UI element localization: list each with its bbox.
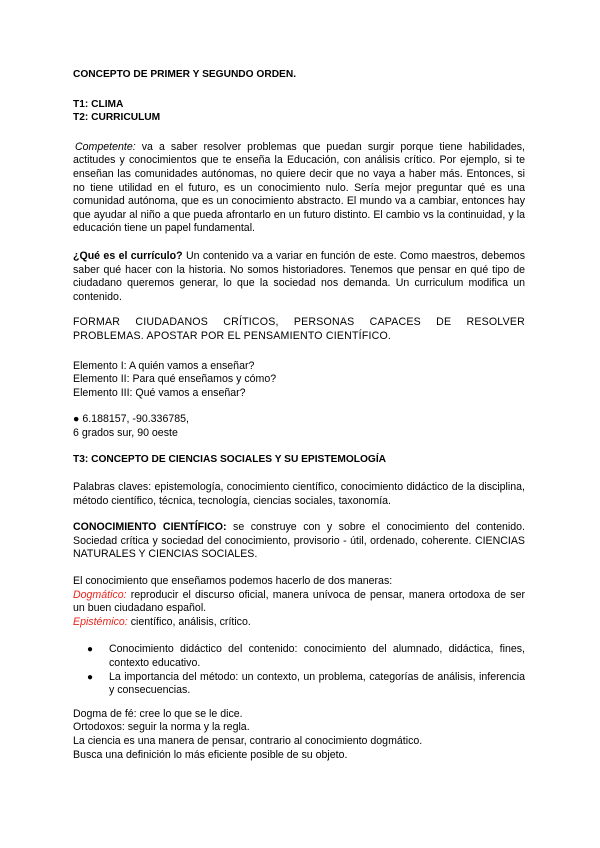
- t3-heading: T3: CONCEPTO DE CIENCIAS SOCIALES Y SU EPISTEMOLOGÍA: [73, 454, 387, 466]
- bullet-icon: ●: [87, 644, 94, 656]
- closing-line-2: Ortodoxos: seguir la norma y la regla.: [73, 721, 250, 734]
- keywords-paragraph: Palabras claves: epistemología, conocimiento científico, conocimiento didáctico de la disciplina, método científico, técnica, tecnología, ciencias sociales, taxonomía.: [73, 481, 525, 507]
- conocimiento-text: se construye con y sobre el conocimiento del contenido. Sociedad crítica y sociedad del conocimiento, provisorio - útil, ordenado, coherente. CIENCIAS NATURALES Y CIENCIAS SOCIALES.: [73, 521, 525, 561]
- coordinates-block: [73, 413, 525, 440]
- closing-line-4: Busca una definición lo más eficiente posible de su objeto.: [73, 748, 348, 761]
- epistemico-text: científico, análisis, crítico.: [127, 615, 251, 628]
- document-page: [73, 68, 525, 762]
- topic-t2: T2: CURRICULUM: [73, 112, 161, 124]
- maneras-block: [73, 575, 525, 629]
- maneras-intro: El conocimiento que enseñamos podemos hacerlo de dos maneras:: [73, 575, 393, 588]
- elemento-1: Elemento I: A quién vamos a enseñar?: [73, 359, 255, 372]
- topic-list: [73, 98, 525, 125]
- competente-paragraph: [73, 141, 525, 236]
- bullet-icon: ●: [87, 671, 94, 683]
- dogmatico-term: Dogmático:: [73, 588, 127, 601]
- elemento-2: Elemento II: Para qué enseñamos y cómo?: [73, 373, 277, 386]
- epistemico-term: Epistémico:: [73, 615, 128, 628]
- closing-line-1: Dogma de fé: cree lo que se le dice.: [73, 707, 243, 720]
- curriculo-question: ¿Qué es el currículo?: [73, 249, 183, 262]
- topic-t1: T1: CLIMA: [73, 98, 124, 110]
- list-item: [87, 671, 525, 698]
- closing-block: [73, 708, 525, 762]
- curriculo-paragraph: [73, 250, 525, 304]
- conocimiento-term: CONOCIMIENTO CIENTÍFICO:: [73, 521, 227, 534]
- conocimiento-paragraph: [73, 521, 525, 562]
- bullet-list: [73, 643, 525, 697]
- dogmatico-text: reproducir el discurso oficial, manera unívoca de pensar, manera ortodoxa de ser un buen ciudadano español.: [73, 588, 525, 615]
- bullet-text-1: Conocimiento didáctico del contenido: conocimiento del alumnado, didáctica, fines, contexto educativo.: [109, 643, 525, 669]
- document-title: CONCEPTO DE PRIMER Y SEGUNDO ORDEN.: [73, 69, 297, 80]
- dogmatico-paragraph: [73, 589, 525, 616]
- bullet-text-2: La importancia del método: un contexto, un problema, categorías de análisis, inferencia y consecuencias.: [109, 670, 525, 697]
- closing-line-3: La ciencia es una manera de pensar, contrario al conocimiento dogmático.: [73, 734, 423, 747]
- list-item: [87, 643, 525, 670]
- coordinates-line-2: 6 grados sur, 90 oeste: [73, 426, 178, 439]
- curriculo-text: Un contenido va a variar en función de este. Como maestros, debemos saber qué hacer con la historia. No somos historiadores. Tenemos que pensar en qué tipo de ciudadano queremos generar, lo que la sociedad nos demanda. Un curriculum modifica un contenido.: [73, 249, 525, 303]
- elemento-3: Elemento III: Qué vamos a enseñar?: [73, 386, 246, 399]
- formar-statement: FORMAR CIUDADANOS CRÍTICOS, PERSONAS CAPACES DE RESOLVER PROBLEMAS. APOSTAR POR EL PENSAMIENTO CIENTÍFICO.: [73, 316, 525, 342]
- competente-term: Competente:: [75, 140, 136, 153]
- competente-text: va a saber resolver problemas que puedan surgir porque tiene habilidades, actitudes y conocimientos que te enseña la Educación, con análisis crítico. Por ejemplo, si te enseñan las comunidades autónomas, no quiere decir que no vaya a haber más. Entonces, si no tiene utilidad en el futuro, es un conocimiento nulo. Sería mejor preguntar qué es una comunidad autónoma, que es un conocimiento abstracto. El mundo va a cambiar, entonces hay que ayudar al niño a que pueda afrontarlo en un futuro distinto. El cambio vs la continuidad, y la educación tiene un papel fundamental.: [73, 140, 525, 235]
- epistemico-paragraph: [73, 616, 525, 630]
- elementos-list: [73, 360, 525, 401]
- coordinates-line-1: ● 6.188157, -90.336785,: [73, 413, 189, 426]
